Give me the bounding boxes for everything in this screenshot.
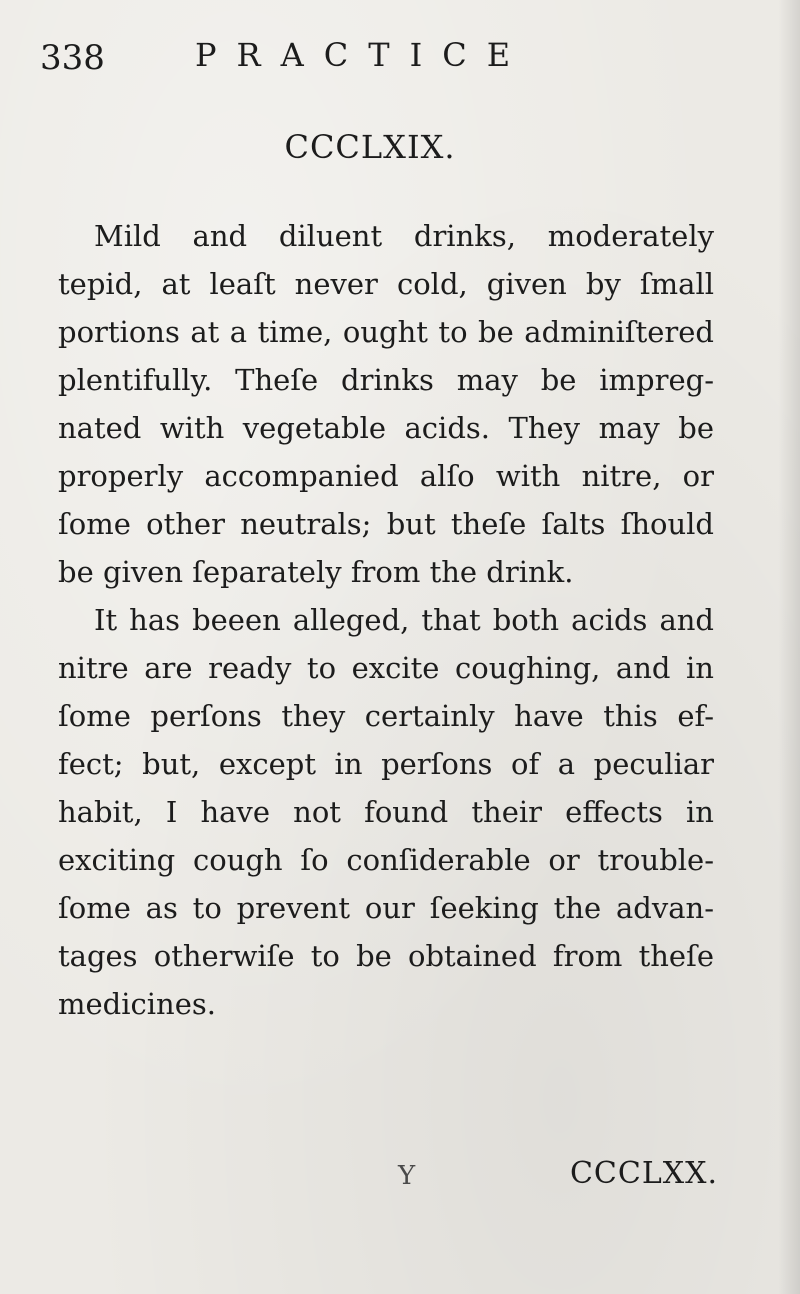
paragraph-1 (58, 212, 714, 596)
text-line: portions at a time, ought to be adminiſtered (58, 315, 714, 349)
text-line: plentifully. Theſe drinks may be impreg- (58, 363, 714, 397)
text-line: Mild and diluent drinks, moderately (94, 219, 714, 253)
text-line: nitre are ready to excite coughing, and in (58, 651, 714, 685)
page-edge-shadow (778, 0, 800, 1294)
text-line: medicines. (58, 987, 216, 1021)
signature-mark: Y (398, 1161, 416, 1191)
text-line: tepid, at leaſt never cold, given by ſmall (58, 267, 714, 301)
text-line: exciting cough ſo conſiderable or trouble- (58, 843, 714, 877)
text-line: fect; but, except in perſons of a peculiar (58, 747, 714, 781)
text-line: It has beeen alleged, that both acids and (94, 603, 714, 637)
running-head: PRACTICE (195, 36, 531, 74)
text-line: ſome perſons they certainly have this ef- (58, 699, 714, 733)
page-header (40, 30, 760, 80)
text-line: tages otherwiſe to be obtained from theſe (58, 939, 714, 973)
text-line: habit, I have not found their effects in (58, 795, 714, 829)
text-line: ſome other neutrals; but theſe ſalts ſhould (58, 507, 714, 541)
body-text (58, 212, 714, 1028)
text-line: properly accompanied alſo with nitre, or (58, 459, 714, 493)
section-title: CCCLXIX. (284, 128, 456, 166)
text-line: nated with vegetable acids. They may be (58, 411, 714, 445)
paragraph-2 (58, 596, 714, 1028)
catchword: CCCLXX. (569, 1156, 718, 1191)
text-line: ſome as to prevent our ſeeking the advan- (58, 891, 714, 925)
page-number: 338 (40, 38, 105, 78)
text-line: be given ſeparately from the drink. (58, 555, 574, 589)
